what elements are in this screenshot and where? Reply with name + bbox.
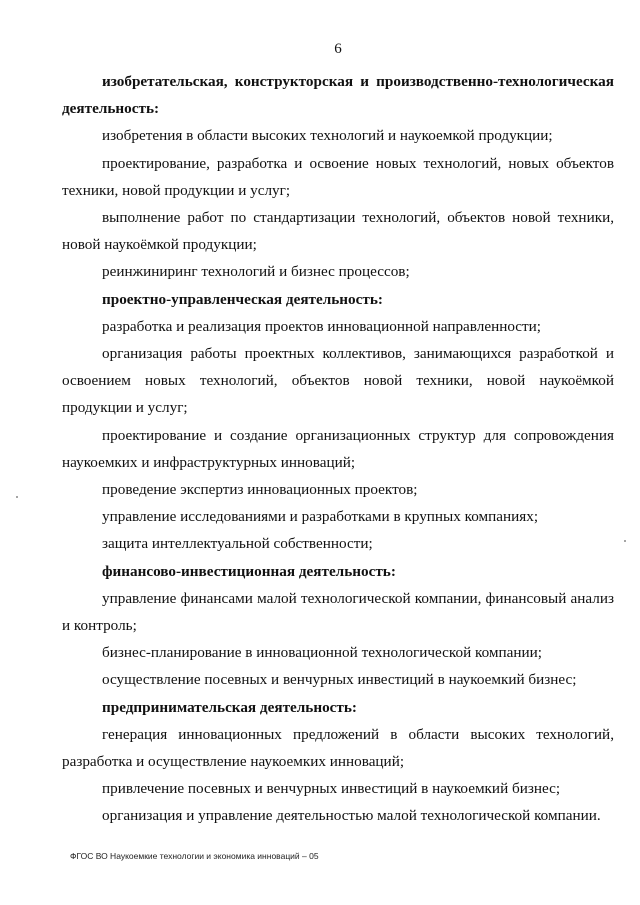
- list-item: реинжиниринг технологий и бизнес процессов;: [102, 263, 410, 281]
- section-heading-financial: финансово-инвестиционная деятельность:: [102, 562, 396, 580]
- list-item: проектирование и создание организационных структур для сопровождения наукоемких и инфраструктурных инноваций;: [62, 426, 614, 471]
- list-item: осуществление посевных и венчурных инвестиций в наукоемкий бизнес;: [102, 671, 577, 689]
- list-item: изобретения в области высоких технологий и наукоемкой продукции;: [102, 127, 553, 145]
- list-item: организация работы проектных коллективов, занимающихся разработкой и освоением новых технологий, объектов новой техники, новой наукоёмкой продукции и услуг;: [62, 345, 614, 417]
- list-item: выполнение работ по стандартизации технологий, объектов новой техники, новой наукоёмкой продукции;: [62, 209, 614, 254]
- list-item: проведение экспертиз инновационных проектов;: [102, 481, 418, 499]
- scan-speck: [16, 496, 18, 498]
- list-item: разработка и реализация проектов инновационной направленности;: [102, 317, 542, 335]
- page-number: 6: [334, 41, 342, 57]
- list-item: защита интеллектуальной собственности;: [102, 535, 373, 553]
- scan-speck: [624, 540, 626, 542]
- list-item: управление финансами малой технологической компании, финансовый анализ и контроль;: [62, 589, 614, 635]
- document-body: [62, 68, 614, 830]
- list-item: проектирование, разработка и освоение новых технологий, новых объектов техники, новой продукции и услуг;: [62, 154, 614, 199]
- list-item: управление исследованиями и разработками в крупных компаниях;: [102, 508, 539, 526]
- section-heading-inventive: изобретательская, конструкторская и производственно-технологическая деятельность:: [62, 73, 614, 118]
- page-footer: ФГОС ВО Наукоемкие технологии и экономика инноваций – 05: [70, 851, 319, 861]
- list-item: привлечение посевных и венчурных инвестиций в наукоемкий бизнес;: [102, 780, 561, 798]
- list-item: бизнес-планирование в инновационной технологической компании;: [102, 644, 543, 662]
- list-item: организация и управление деятельностью малой технологической компании.: [102, 807, 601, 825]
- list-item: генерация инновационных предложений в области высоких технологий, разработка и осуществление наукоемких инноваций;: [62, 725, 614, 771]
- section-heading-entrepreneurial: предпринимательская деятельность:: [102, 698, 357, 716]
- section-heading-project-management: проектно-управленческая деятельность:: [102, 290, 383, 308]
